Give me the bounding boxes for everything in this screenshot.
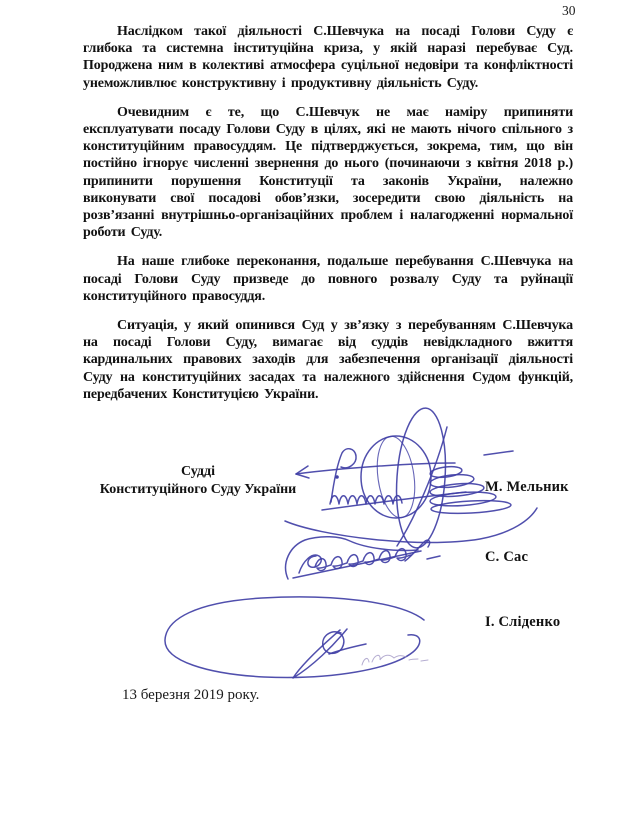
signature-role-line2: Конституційного Суду України [99, 481, 297, 497]
body-paragraph-4: Ситуація, у який опинився Суд у зв’язку з перебуванням С.Шевчука на посаді Голови Суду, вимагає від суддів невідкладного вжиття кардинальних правових заходів для забезпечення організації діяльності Суду на конституційних засадах та належного здійснення Судом функцій, передбачених Конституцією України. [83, 318, 573, 402]
page-number: 30 [562, 3, 576, 18]
body-paragraph-1: Наслідком такої діяльності С.Шевчука на посаді Голови Суду є глибока та системна інституційна криза, у якій наразі перебуває Суд. Породжена ним в колективі атмосфера суцільної недовіри та конфліктності унеможливлює конструктивну і продуктивну діяльність Суду. [83, 24, 573, 91]
slidenko-signature-ink [165, 597, 428, 678]
signatory-name-melnyk: М. Мельник [485, 479, 569, 495]
melnyk-signature-ink [285, 406, 537, 549]
signature-role-line1: Судді [181, 464, 215, 479]
document-body [83, 23, 573, 415]
signatory-name-sas: С. Сас [485, 549, 529, 565]
date-line: 13 березня 2019 року. [122, 687, 260, 703]
signature-role-label [83, 463, 313, 498]
body-paragraph-2: Очевидним є те, що С.Шевчук не має наміру припиняти експлуатувати посаду Голови Суду в цілях, які не мають нічого спільного з конституційним правосуддям. Це підтверджується, зокрема, тим, що він постійно ігнорує численні звернення до нього (починаючи з квітня 2018 р.) припинити порушення Конституції та законів України, належно виконувати свої посадові обов’язки, зосередити свою діяльність на розв’язанні внутрішньо-організаційних проблем і налагодженні нормальної роботи Суду. [83, 104, 573, 241]
signatory-name-slidenko: І. Сліденко [485, 614, 561, 630]
body-paragraph-3: На наше глибоке переконання, подальше перебування С.Шевчука на посаді Голови Суду призведе до повного розвалу Суду та руйнації конституційного правосуддя. [83, 254, 573, 304]
sas-signature-ink [286, 537, 440, 579]
